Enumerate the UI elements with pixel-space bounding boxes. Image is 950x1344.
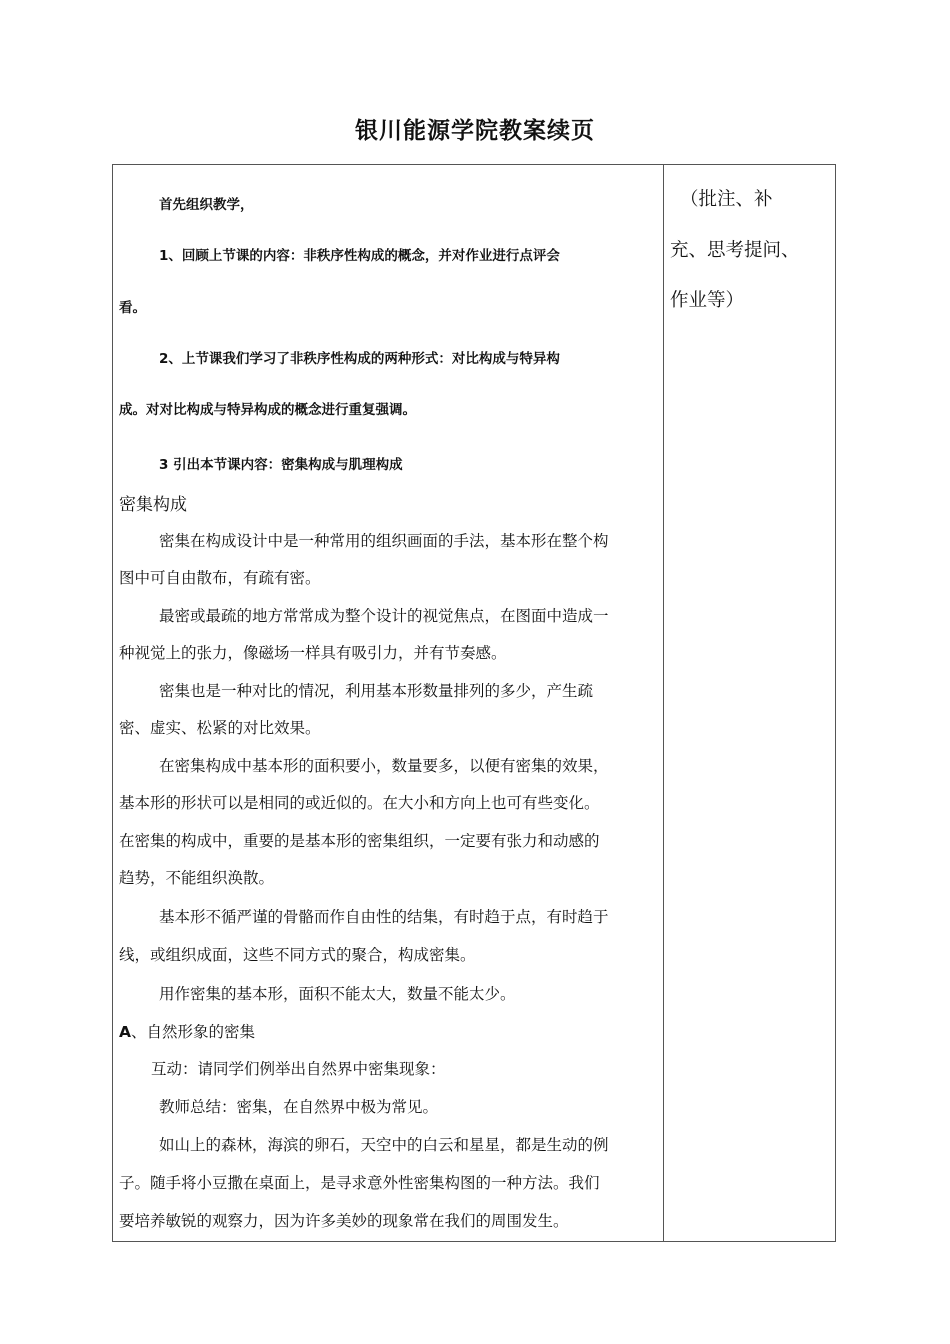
subsection-a-heading	[119, 1020, 255, 1042]
review-item-1-cont: 看。	[119, 300, 146, 316]
review-item-2: 2、上节课我们学习了非秩序性构成的两种形式：对比构成与特异构	[159, 351, 560, 367]
paragraph-6-line-1: 用作密集的基本形，面积不能太大，数量不能太少。	[159, 985, 516, 1003]
section-heading: 密集构成	[119, 495, 187, 515]
paragraph-7-line-2: 子。随手将小豆撒在桌面上，是寻求意外性密集构图的一种方法。我们	[119, 1174, 600, 1192]
subsection-a-text: 、自然形象的密集	[131, 1023, 256, 1041]
paragraph-1-line-1: 密集在构成设计中是一种常用的组织画面的手法，基本形在整个构	[159, 532, 609, 550]
paragraph-4-line-3: 在密集的构成中，重要的是基本形的密集组织，一定要有张力和动感的	[119, 832, 600, 850]
paragraph-4-line-2: 基本形的形状可以是相同的或近似的。在大小和方向上也可有些变化。	[119, 794, 600, 812]
annotation-line-3: 作业等）	[670, 290, 745, 311]
interaction-prompt: 互动：请同学们例举出自然界中密集现象：	[151, 1060, 446, 1078]
paragraph-3-line-1: 密集也是一种对比的情况，利用基本形数量排列的多少，产生疏	[159, 682, 594, 700]
paragraph-4-line-4: 趋势，不能组织涣散。	[119, 869, 275, 887]
paragraph-2-line-1: 最密或最疏的地方常常成为整个设计的视觉焦点，在图面中造成一	[159, 607, 609, 625]
review-item-1: 1、回顾上节课的内容：非秩序性构成的概念，并对作业进行点评会	[159, 248, 560, 264]
paragraph-1-line-2: 图中可自由散布，有疏有密。	[119, 569, 321, 587]
lesson-content-cell	[113, 165, 663, 1241]
intro-line: 首先组织教学，	[159, 197, 254, 213]
annotation-cell	[664, 165, 836, 1241]
annotation-line-1: （批注、补	[680, 189, 773, 210]
paragraph-3-line-2: 密、虚实、松紧的对比效果。	[119, 719, 321, 737]
paragraph-5-line-1: 基本形不循严谨的骨骼而作自由性的结集，有时趋于点，有时趋于	[159, 908, 609, 926]
paragraph-7-line-1: 如山上的森林，海滨的卵石，天空中的白云和星星，都是生动的例	[159, 1136, 609, 1154]
teacher-summary: 教师总结：密集，在自然界中极为常见。	[159, 1098, 439, 1116]
review-item-3: 3 引出本节课内容：密集构成与肌理构成	[159, 457, 403, 473]
annotation-line-2: 充、思考提问、	[670, 240, 800, 261]
paragraph-2-line-2: 种视觉上的张力，像磁场一样具有吸引力，并有节奏感。	[119, 644, 507, 662]
paragraph-7-line-3: 要培养敏锐的观察力，因为许多美妙的现象常在我们的周围发生。	[119, 1212, 569, 1230]
subsection-a-letter: A	[119, 1023, 131, 1041]
page-title: 银川能源学院教案续页	[355, 118, 595, 144]
lesson-plan-table	[112, 164, 836, 1242]
paragraph-4-line-1: 在密集构成中基本形的面积要小，数量要多，以便有密集的效果，	[159, 757, 609, 775]
review-item-2-cont: 成。对对比构成与特异构成的概念进行重复强调。	[119, 402, 416, 418]
paragraph-5-line-2: 线，或组织成面，这些不同方式的聚合，构成密集。	[119, 946, 476, 964]
